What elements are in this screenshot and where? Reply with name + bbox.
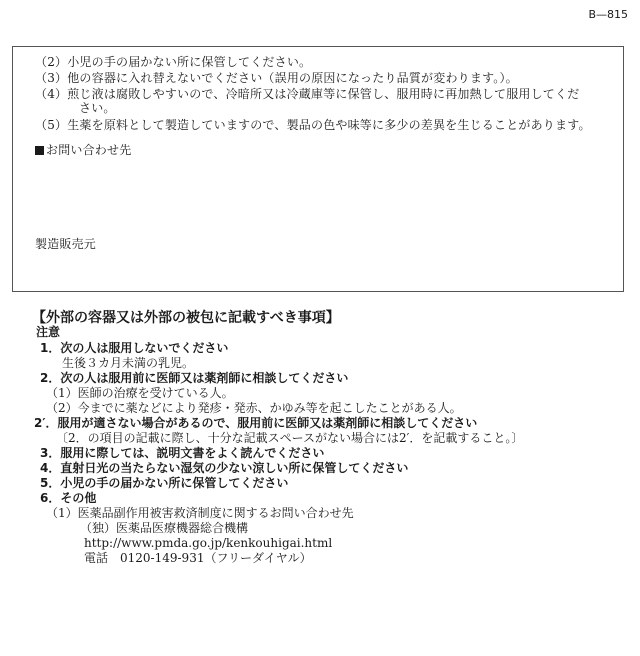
item-2-1: （1）医師の治療を受けている人。 bbox=[46, 386, 234, 400]
item-6: 6．その他 bbox=[40, 491, 97, 505]
box-item-5: （5）生薬を原料として製造していますので、製品の色や味等に多少の差異を生じることがあります。 bbox=[35, 118, 591, 132]
precautions-box bbox=[12, 46, 624, 292]
item-1: 1．次の人は服用しないでください bbox=[40, 341, 229, 355]
contact-text: お問い合わせ先 bbox=[46, 143, 132, 157]
item-1-detail: 生後３カ月未満の乳児。 bbox=[62, 356, 195, 370]
maker-label: 製造販売元 bbox=[35, 237, 97, 251]
phone-number: 電話 0120-149-931（フリーダイヤル） bbox=[84, 551, 312, 565]
box-item-2: （2）小児の手の届かない所に保管してください。 bbox=[35, 55, 312, 69]
website-url: http://www.pmda.go.jp/kenkouhigai.html bbox=[84, 536, 333, 550]
page-number: B—815 bbox=[588, 8, 628, 21]
item-2-prime: 2′．服用が適さない場合があるので、服用前に医師又は薬剤師に相談してください bbox=[34, 416, 478, 430]
box-item-4-continued: さい。 bbox=[79, 101, 116, 115]
item-2: 2．次の人は服用前に医師又は薬剤師に相談してください bbox=[40, 371, 349, 385]
section-heading: 【外部の容器又は外部の被包に記載すべき事項】 bbox=[32, 310, 340, 326]
item-2-2: （2）今までに薬などにより発疹・発赤、かゆみ等を起こしたことがある人。 bbox=[46, 401, 462, 415]
item-3: 3．服用に際しては、説明文書をよく読んでください bbox=[40, 446, 325, 460]
item-2-prime-note: 〔2．の項目の記載に際し、十分な記載スペースがない場合には2′．を記載すること。〕 bbox=[56, 431, 524, 445]
square-bullet-icon bbox=[35, 146, 44, 155]
contact-label bbox=[35, 143, 131, 157]
box-item-3: （3）他の容器に入れ替えないでください（誤用の原因になったり品質が変わります。）。 bbox=[35, 71, 518, 85]
item-5: 5．小児の手の届かない所に保管してください bbox=[40, 476, 289, 490]
caution-label: 注意 bbox=[36, 325, 61, 339]
box-item-4: （4）煎じ液は腐敗しやすいので、冷暗所又は冷蔵庫等に保管し、服用時に再加熱して服用してくだ bbox=[35, 87, 580, 101]
item-6-1: （1）医薬品副作用被害救済制度に関するお問い合わせ先 bbox=[46, 506, 354, 520]
organization-name: （独）医薬品医療機器総合機構 bbox=[80, 521, 249, 535]
item-4: 4．直射日光の当たらない湿気の少ない涼しい所に保管してください bbox=[40, 461, 409, 475]
